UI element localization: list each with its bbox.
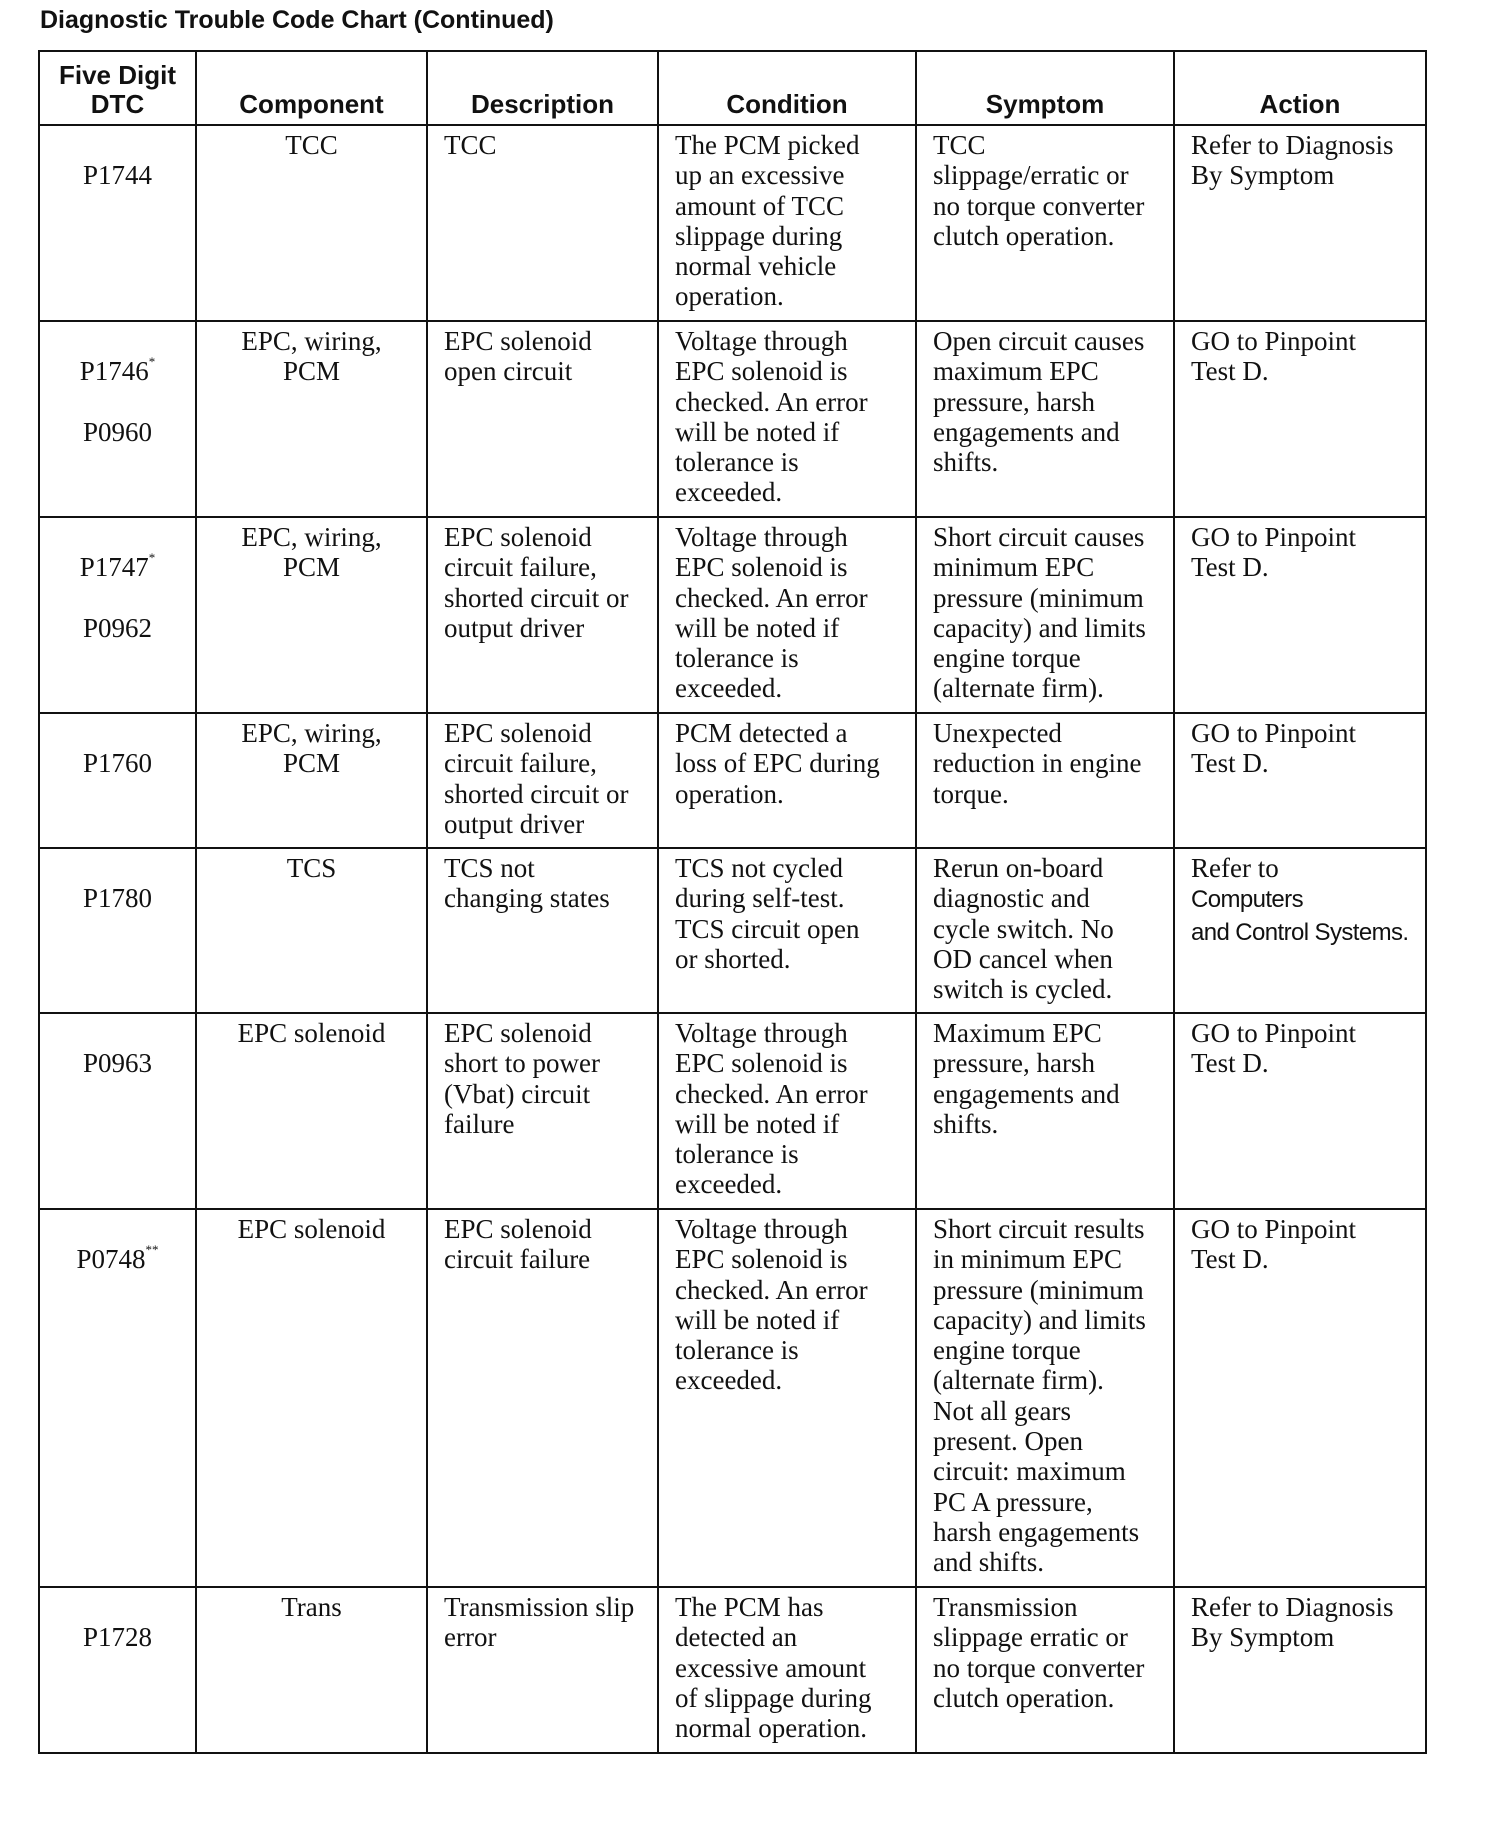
header-action: Action — [1174, 51, 1426, 125]
dtc-code-line — [46, 1244, 189, 1274]
table-row — [39, 1209, 1426, 1587]
dtc-code: P1747 — [79, 552, 149, 583]
component-cell: EPC, wiring, PCM — [196, 517, 427, 713]
footnote-mark: * — [148, 550, 156, 566]
table-row — [39, 848, 1426, 1013]
dtc-code: P1780 — [82, 883, 153, 914]
condition-cell: Voltage through EPC solenoid is checked. An error will be noted if tolerance is exceeded. — [658, 1013, 916, 1209]
header-condition: Condition — [658, 51, 916, 125]
condition-cell: Voltage through EPC solenoid is checked. An error will be noted if tolerance is exceeded. — [658, 1209, 916, 1587]
action-text: GO to Pinpoint Test D. — [1191, 1018, 1357, 1079]
action-cell — [1174, 517, 1426, 713]
description-cell: EPC solenoid short to power (Vbat) circuit failure — [427, 1013, 658, 1209]
dtc-code-line — [46, 356, 189, 386]
dtc-cell — [39, 1209, 196, 1587]
symptom-cell: Short circuit results in minimum EPC pressure (minimum capacity) and limits engine torque (alternate firm). Not all gears present. Open circuit: maximum PC A pressure, harsh engagements and shifts. — [916, 1209, 1174, 1587]
component-cell: Trans — [196, 1587, 427, 1753]
action-cell — [1174, 1013, 1426, 1209]
dtc-code-line — [46, 1622, 189, 1652]
component-cell: TCC — [196, 125, 427, 321]
component-cell: EPC solenoid — [196, 1013, 427, 1209]
description-cell: EPC solenoid open circuit — [427, 321, 658, 517]
symptom-cell: Rerun on-board diagnostic and cycle switch. No OD cancel when switch is cycled. — [916, 848, 1174, 1013]
symptom-cell: Transmission slippage erratic or no torque converter clutch operation. — [916, 1587, 1174, 1753]
component-cell: EPC, wiring, PCM — [196, 321, 427, 517]
description-cell: TCC — [427, 125, 658, 321]
dtc-code-alt: P0962 — [82, 612, 153, 643]
condition-cell: The PCM has detected an excessive amount of slippage during normal operation. — [658, 1587, 916, 1753]
dtc-cell — [39, 517, 196, 713]
table-row — [39, 517, 1426, 713]
dtc-code-line — [46, 552, 189, 582]
symptom-cell: Unexpected reduction in engine torque. — [916, 713, 1174, 848]
action-note: Computers and Control Systems. — [1191, 886, 1409, 946]
table-row — [39, 125, 1426, 321]
action-text: GO to Pinpoint Test D. — [1191, 1214, 1357, 1275]
condition-cell: Voltage through EPC solenoid is checked. An error will be noted if tolerance is exceeded. — [658, 517, 916, 713]
header-dtc: Five Digit DTC — [39, 51, 196, 125]
condition-cell: The PCM picked up an excessive amount of TCC slippage during normal vehicle operation. — [658, 125, 916, 321]
component-cell: TCS — [196, 848, 427, 1013]
symptom-cell: Open circuit causes maximum EPC pressure, harsh engagements and shifts. — [916, 321, 1174, 517]
table-row — [39, 321, 1426, 517]
dtc-code: P1760 — [82, 748, 153, 779]
action-text: Refer to Diagnosis By Symptom — [1191, 130, 1394, 191]
table-row — [39, 1587, 1426, 1753]
description-cell: EPC solenoid circuit failure, shorted circuit or output driver — [427, 713, 658, 848]
action-cell — [1174, 713, 1426, 848]
page-title: Diagnostic Trouble Code Chart (Continued) — [40, 6, 554, 34]
dtc-code-line — [46, 883, 189, 913]
dtc-table — [38, 50, 1427, 1754]
header-description: Description — [427, 51, 658, 125]
dtc-cell — [39, 1587, 196, 1753]
action-text: Refer to Diagnosis By Symptom — [1191, 1592, 1394, 1653]
dtc-cell — [39, 125, 196, 321]
action-text: GO to Pinpoint Test D. — [1191, 718, 1357, 779]
condition-cell: PCM detected a loss of EPC during operation. — [658, 713, 916, 848]
action-text: GO to Pinpoint Test D. — [1191, 522, 1357, 583]
dtc-code-line — [46, 160, 189, 190]
footnote-mark: ** — [145, 1242, 159, 1258]
action-cell — [1174, 321, 1426, 517]
description-cell: TCS not changing states — [427, 848, 658, 1013]
header-symptom: Symptom — [916, 51, 1174, 125]
action-text: Refer to — [1191, 853, 1279, 883]
description-cell: EPC solenoid circuit failure — [427, 1209, 658, 1587]
action-cell — [1174, 1587, 1426, 1753]
action-cell — [1174, 125, 1426, 321]
header-row — [39, 51, 1426, 125]
dtc-code: P1746 — [79, 356, 149, 387]
symptom-cell: Short circuit causes minimum EPC pressure (minimum capacity) and limits engine torque (alternate firm). — [916, 517, 1174, 713]
condition-cell: TCS not cycled during self-test. TCS circuit open or shorted. — [658, 848, 916, 1013]
action-cell — [1174, 1209, 1426, 1587]
dtc-rows — [39, 125, 1426, 1753]
action-text: GO to Pinpoint Test D. — [1191, 326, 1357, 387]
dtc-cell — [39, 1013, 196, 1209]
dtc-cell — [39, 848, 196, 1013]
dtc-code-line — [46, 748, 189, 778]
symptom-cell: TCC slippage/erratic or no torque converter clutch operation. — [916, 125, 1174, 321]
dtc-code: P0963 — [82, 1048, 153, 1079]
dtc-code: P0748 — [76, 1244, 146, 1275]
component-cell: EPC solenoid — [196, 1209, 427, 1587]
component-cell: EPC, wiring, PCM — [196, 713, 427, 848]
footnote-mark: * — [148, 354, 156, 370]
description-cell: Transmission slip error — [427, 1587, 658, 1753]
dtc-code: P1728 — [82, 1622, 153, 1653]
description-cell: EPC solenoid circuit failure, shorted circuit or output driver — [427, 517, 658, 713]
header-component: Component — [196, 51, 427, 125]
table-row — [39, 1013, 1426, 1209]
dtc-cell — [39, 713, 196, 848]
condition-cell: Voltage through EPC solenoid is checked. An error will be noted if tolerance is exceeded. — [658, 321, 916, 517]
dtc-code-alt: P0960 — [82, 416, 153, 447]
symptom-cell: Maximum EPC pressure, harsh engagements and shifts. — [916, 1013, 1174, 1209]
dtc-cell — [39, 321, 196, 517]
dtc-code: P1744 — [82, 160, 153, 191]
dtc-code-line — [46, 1048, 189, 1078]
action-cell — [1174, 848, 1426, 1013]
table-row — [39, 713, 1426, 848]
